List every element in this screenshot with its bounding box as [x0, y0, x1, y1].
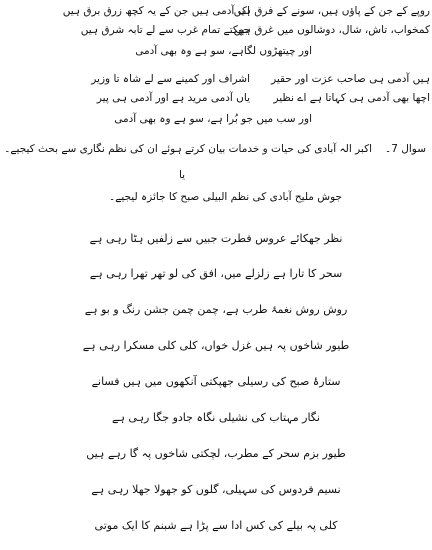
poem-line: ستارۂ صبح کی رسیلی جھپکتی آنکھوں میں ہیں فسانے — [91, 375, 341, 388]
poem-line: طیور بزم سحر کے مطرب، لچکتی شاخوں پہ گا رہے ہیں — [86, 447, 346, 460]
poem-line: روش روش نغمۂ طرب ہے، چمن چمن جشن رنگ و بو ہے — [84, 303, 348, 316]
question-label: سوال 7۔ — [385, 143, 426, 155]
verse-line: اچھا بھی آدمی ہی کہاتا ہے اے نظیر — [273, 92, 430, 104]
question-alternative: جوش ملیح آبادی کی نظم البیلی صبح کا جائزہ لیجیے۔ — [109, 191, 342, 203]
question-text: اکبر الہ آبادی کی حیات و خدمات بیان کرتے ہوئے ان کی نظم نگاری سے بحث کیجیے۔ — [4, 143, 372, 155]
verse-refrain: اور سب میں جو بُرا ہے، سو ہے وہ بھی آدمی — [114, 113, 312, 125]
verse-line: روپے کے جن کے پاؤں ہیں، سونے کے فرق ہیں — [233, 5, 430, 17]
verse-line: ہیں آدمی ہی صاحب عزت اور حقیر — [271, 73, 430, 85]
poem-line: نسیم فردوس کی سہیلی، گلوں کو جھولا جھلا رہی ہے — [91, 483, 341, 496]
question-or: یا — [178, 169, 186, 181]
verse-line: اک آدمی ہیں جن کے یہ کچھ زرق برق ہیں — [62, 5, 250, 17]
poem-line: سحر کا تارا ہے زلزلے میں، افق کی لو تھر تھرا رہی ہے — [89, 267, 343, 280]
verse-line: جھکتے تمام غرب سے لے تابہ شرق ہیں — [80, 24, 250, 36]
verse-line: اشراف اور کمینے سے لے شاہ تا وزیر — [91, 73, 250, 85]
poem-line: طیور شاخوں پہ ہیں غزل خواں، کلی کلی مسکرا رہی ہے — [82, 339, 350, 352]
verse-refrain: اور چیتھڑوں لگاہے، سو ہے وہ بھی آدمی — [135, 45, 312, 57]
poem-line: نظر جھکائے عروس فطرت جبیں سے زلفیں ہٹا رہی ہے — [89, 232, 343, 245]
poem-line: کلی پہ بیلے کی کس ادا سے پڑا ہے شبنم کا ایک موتی — [94, 519, 338, 532]
poem-line: نگار مہتاب کی نشیلی نگاہ جادو جگا رہی ہے — [112, 411, 320, 424]
verse-line: یاں آدمی مرید ہے اور آدمی ہی پیر — [96, 92, 250, 104]
verse-line: کمخواب، تاش، شال، دوشالوں میں غرق ہیں — [233, 24, 430, 36]
